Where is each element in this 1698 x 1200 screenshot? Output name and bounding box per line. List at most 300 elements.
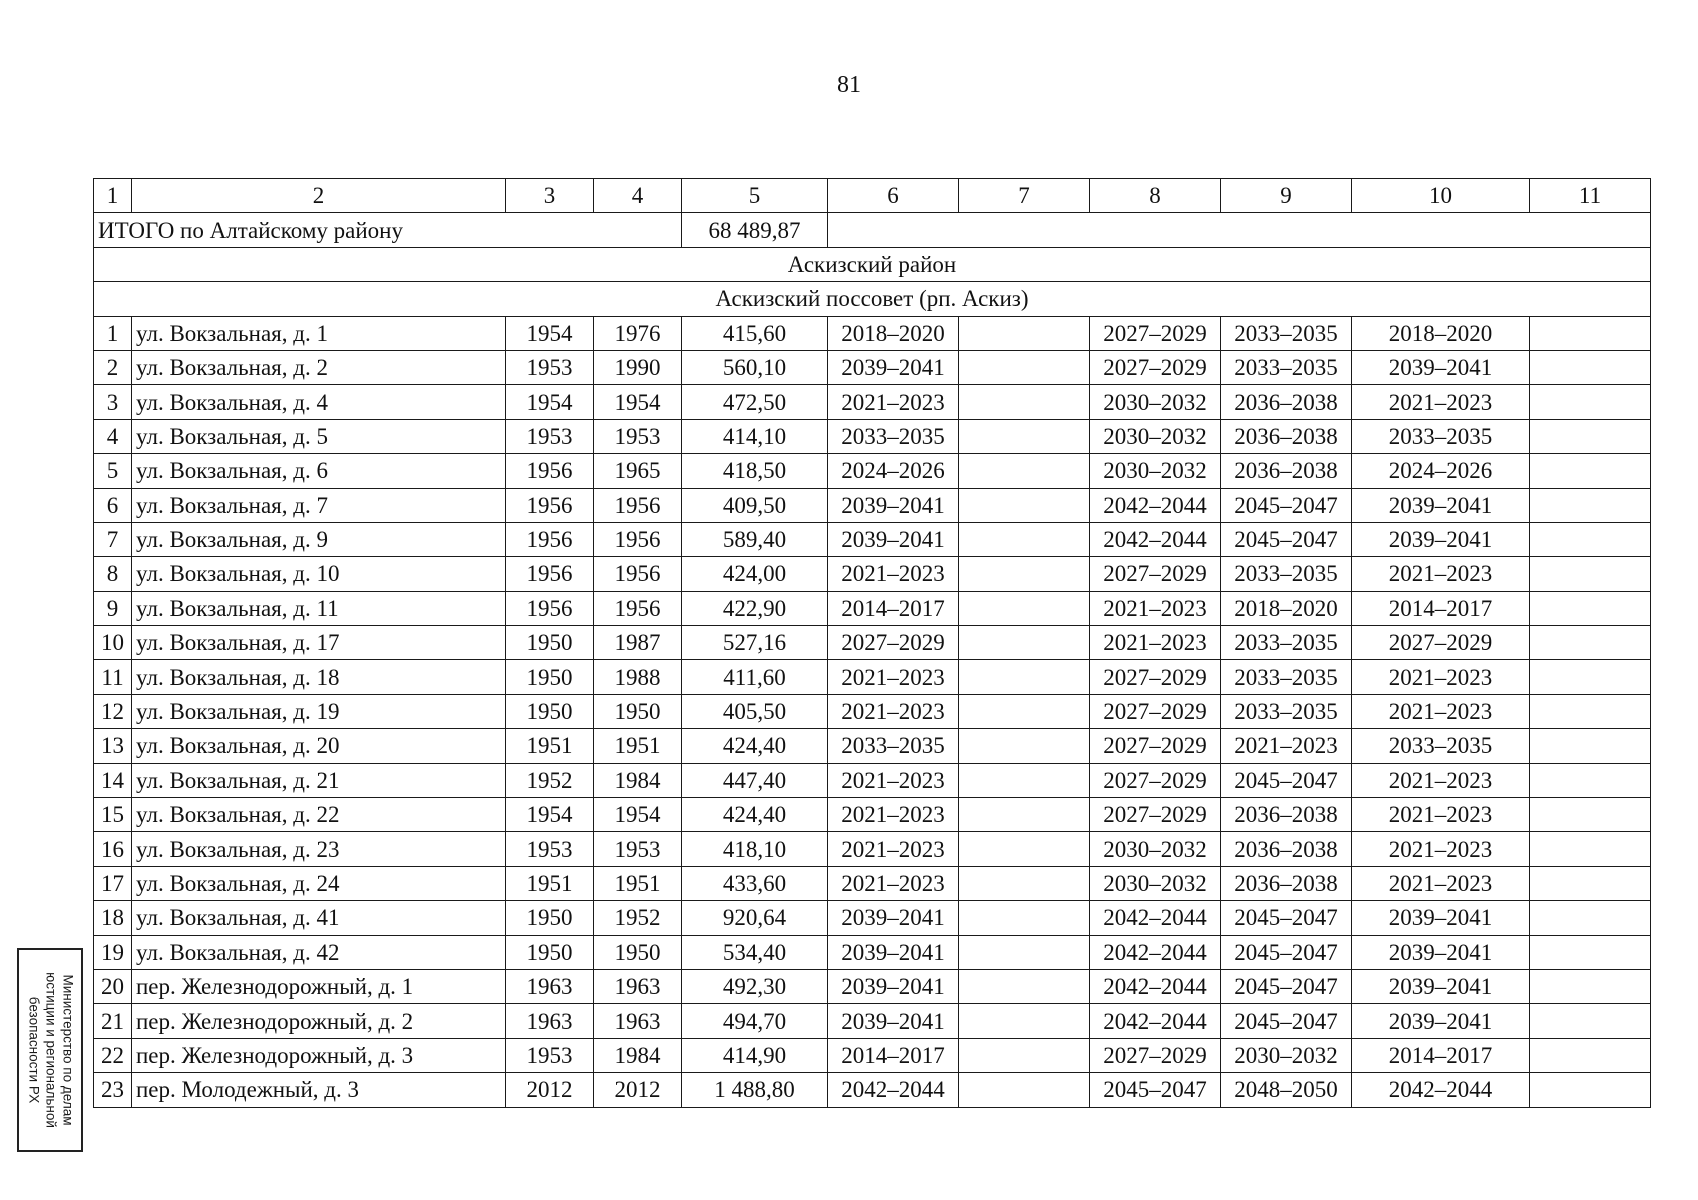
table-row — [94, 454, 1651, 488]
period-cell-col8: 2030–2032 — [1090, 385, 1221, 419]
period-cell-col7 — [959, 1038, 1090, 1072]
column-number-header: 6 — [828, 179, 959, 213]
period-cell-col9: 2045–2047 — [1221, 969, 1352, 1003]
table-row — [94, 798, 1651, 832]
address-cell: пер. Железнодорожный, д. 3 — [132, 1038, 506, 1072]
address-cell: ул. Вокзальная, д. 24 — [132, 866, 506, 900]
address-cell: пер. Железнодорожный, д. 1 — [132, 969, 506, 1003]
row-number: 17 — [94, 866, 132, 900]
period-cell-col6: 2039–2041 — [828, 901, 959, 935]
table-row — [94, 557, 1651, 591]
year-commissioned-cell: 1956 — [594, 522, 682, 556]
period-cell-col10: 2021–2023 — [1352, 798, 1530, 832]
period-cell-col9: 2036–2038 — [1221, 832, 1352, 866]
stamp-line: юстиции и региональной — [43, 972, 59, 1128]
area-cell: 433,60 — [682, 866, 828, 900]
period-cell-col9: 2036–2038 — [1221, 866, 1352, 900]
period-cell-col10: 2039–2041 — [1352, 350, 1530, 384]
period-cell-col11 — [1530, 350, 1651, 384]
period-cell-col8: 2042–2044 — [1090, 969, 1221, 1003]
year-commissioned-cell: 1963 — [594, 1004, 682, 1038]
period-cell-col8: 2027–2029 — [1090, 660, 1221, 694]
period-cell-col10: 2014–2017 — [1352, 1038, 1530, 1072]
period-cell-col11 — [1530, 763, 1651, 797]
year-built-cell: 1956 — [506, 557, 594, 591]
period-cell-col9: 2045–2047 — [1221, 901, 1352, 935]
header-row — [94, 179, 1651, 213]
period-cell-col9: 2030–2032 — [1221, 1038, 1352, 1072]
period-cell-col6: 2014–2017 — [828, 1038, 959, 1072]
period-cell-col11 — [1530, 316, 1651, 350]
year-built-cell: 1956 — [506, 591, 594, 625]
year-commissioned-cell: 1956 — [594, 488, 682, 522]
year-commissioned-cell: 1988 — [594, 660, 682, 694]
area-cell: 494,70 — [682, 1004, 828, 1038]
period-cell-col6: 2027–2029 — [828, 626, 959, 660]
period-cell-col11 — [1530, 454, 1651, 488]
year-built-cell: 2012 — [506, 1073, 594, 1107]
period-cell-col6: 2033–2035 — [828, 419, 959, 453]
address-cell: ул. Вокзальная, д. 2 — [132, 350, 506, 384]
period-cell-col8: 2042–2044 — [1090, 935, 1221, 969]
row-number: 14 — [94, 763, 132, 797]
table-row — [94, 419, 1651, 453]
period-cell-col11 — [1530, 1038, 1651, 1072]
address-cell: ул. Вокзальная, д. 6 — [132, 454, 506, 488]
address-cell: ул. Вокзальная, д. 11 — [132, 591, 506, 625]
period-cell-col9: 2045–2047 — [1221, 488, 1352, 522]
period-cell-col6: 2039–2041 — [828, 350, 959, 384]
year-commissioned-cell: 1954 — [594, 385, 682, 419]
period-cell-col7 — [959, 901, 1090, 935]
column-number-header: 9 — [1221, 179, 1352, 213]
area-cell: 560,10 — [682, 350, 828, 384]
row-number: 3 — [94, 385, 132, 419]
period-cell-col7 — [959, 969, 1090, 1003]
period-cell-col8: 2030–2032 — [1090, 832, 1221, 866]
period-cell-col8: 2042–2044 — [1090, 1004, 1221, 1038]
year-built-cell: 1950 — [506, 901, 594, 935]
period-cell-col11 — [1530, 729, 1651, 763]
period-cell-col6: 2039–2041 — [828, 522, 959, 556]
period-cell-col11 — [1530, 557, 1651, 591]
year-built-cell: 1963 — [506, 969, 594, 1003]
table-row — [94, 385, 1651, 419]
period-cell-col11 — [1530, 866, 1651, 900]
year-commissioned-cell: 1963 — [594, 969, 682, 1003]
total-empty-cell — [828, 213, 1651, 247]
period-cell-col9: 2036–2038 — [1221, 385, 1352, 419]
period-cell-col6: 2021–2023 — [828, 660, 959, 694]
period-cell-col8: 2027–2029 — [1090, 694, 1221, 728]
period-cell-col7 — [959, 385, 1090, 419]
district-heading: Аскизский район — [94, 247, 1651, 281]
year-commissioned-cell: 1952 — [594, 901, 682, 935]
year-built-cell: 1950 — [506, 660, 594, 694]
column-number-header: 11 — [1530, 179, 1651, 213]
table-row — [94, 660, 1651, 694]
period-cell-col8: 2027–2029 — [1090, 798, 1221, 832]
row-number: 20 — [94, 969, 132, 1003]
period-cell-col9: 2045–2047 — [1221, 1004, 1352, 1038]
column-number-header: 10 — [1352, 179, 1530, 213]
row-number: 22 — [94, 1038, 132, 1072]
period-cell-col6: 2021–2023 — [828, 798, 959, 832]
year-built-cell: 1951 — [506, 729, 594, 763]
period-cell-col7 — [959, 488, 1090, 522]
period-cell-col10: 2033–2035 — [1352, 419, 1530, 453]
address-cell: ул. Вокзальная, д. 18 — [132, 660, 506, 694]
area-cell: 414,10 — [682, 419, 828, 453]
row-number: 23 — [94, 1073, 132, 1107]
period-cell-col6: 2018–2020 — [828, 316, 959, 350]
table-row — [94, 350, 1651, 384]
table-row — [94, 488, 1651, 522]
address-cell: ул. Вокзальная, д. 9 — [132, 522, 506, 556]
period-cell-col11 — [1530, 1004, 1651, 1038]
period-cell-col9: 2018–2020 — [1221, 591, 1352, 625]
table-row — [94, 316, 1651, 350]
year-commissioned-cell: 1990 — [594, 350, 682, 384]
address-cell: пер. Молодежный, д. 3 — [132, 1073, 506, 1107]
area-cell: 920,64 — [682, 901, 828, 935]
period-cell-col10: 2042–2044 — [1352, 1073, 1530, 1107]
table-row — [94, 901, 1651, 935]
period-cell-col8: 2030–2032 — [1090, 419, 1221, 453]
period-cell-col10: 2021–2023 — [1352, 385, 1530, 419]
row-number: 21 — [94, 1004, 132, 1038]
address-cell: пер. Железнодорожный, д. 2 — [132, 1004, 506, 1038]
period-cell-col10: 2021–2023 — [1352, 660, 1530, 694]
year-commissioned-cell: 1984 — [594, 1038, 682, 1072]
address-cell: ул. Вокзальная, д. 10 — [132, 557, 506, 591]
period-cell-col11 — [1530, 385, 1651, 419]
period-cell-col6: 2014–2017 — [828, 591, 959, 625]
address-cell: ул. Вокзальная, д. 41 — [132, 901, 506, 935]
column-number-header: 1 — [94, 179, 132, 213]
column-number-header: 2 — [132, 179, 506, 213]
stamp-line: Министерство по делам — [60, 974, 76, 1126]
period-cell-col7 — [959, 832, 1090, 866]
period-cell-col8: 2045–2047 — [1090, 1073, 1221, 1107]
period-cell-col6: 2021–2023 — [828, 832, 959, 866]
row-number: 2 — [94, 350, 132, 384]
row-number: 11 — [94, 660, 132, 694]
column-number-header: 4 — [594, 179, 682, 213]
period-cell-col10: 2039–2041 — [1352, 901, 1530, 935]
area-cell: 424,40 — [682, 798, 828, 832]
year-commissioned-cell: 1950 — [594, 935, 682, 969]
settlement-row — [94, 282, 1651, 316]
period-cell-col10: 2021–2023 — [1352, 866, 1530, 900]
row-number: 19 — [94, 935, 132, 969]
address-cell: ул. Вокзальная, д. 5 — [132, 419, 506, 453]
period-cell-col9: 2048–2050 — [1221, 1073, 1352, 1107]
period-cell-col11 — [1530, 935, 1651, 969]
table-body — [94, 179, 1651, 1108]
period-cell-col6: 2039–2041 — [828, 969, 959, 1003]
period-cell-col9: 2036–2038 — [1221, 454, 1352, 488]
period-cell-col8: 2027–2029 — [1090, 729, 1221, 763]
area-cell: 415,60 — [682, 316, 828, 350]
total-row — [94, 213, 1651, 247]
period-cell-col6: 2021–2023 — [828, 557, 959, 591]
period-cell-col10: 2039–2041 — [1352, 969, 1530, 1003]
address-cell: ул. Вокзальная, д. 17 — [132, 626, 506, 660]
period-cell-col8: 2027–2029 — [1090, 1038, 1221, 1072]
year-built-cell: 1956 — [506, 522, 594, 556]
page-number: 81 — [837, 72, 861, 98]
period-cell-col11 — [1530, 626, 1651, 660]
period-cell-col11 — [1530, 798, 1651, 832]
area-cell: 418,50 — [682, 454, 828, 488]
address-cell: ул. Вокзальная, д. 42 — [132, 935, 506, 969]
year-commissioned-cell: 1954 — [594, 798, 682, 832]
row-number: 16 — [94, 832, 132, 866]
period-cell-col7 — [959, 454, 1090, 488]
period-cell-col11 — [1530, 969, 1651, 1003]
period-cell-col7 — [959, 350, 1090, 384]
period-cell-col7 — [959, 866, 1090, 900]
row-number: 18 — [94, 901, 132, 935]
period-cell-col8: 2027–2029 — [1090, 350, 1221, 384]
area-cell: 589,40 — [682, 522, 828, 556]
row-number: 5 — [94, 454, 132, 488]
year-built-cell: 1954 — [506, 385, 594, 419]
period-cell-col7 — [959, 660, 1090, 694]
period-cell-col6: 2021–2023 — [828, 866, 959, 900]
period-cell-col10: 2021–2023 — [1352, 694, 1530, 728]
period-cell-col10: 2018–2020 — [1352, 316, 1530, 350]
table-row — [94, 729, 1651, 763]
settlement-heading: Аскизский поссовет (рп. Аскиз) — [94, 282, 1651, 316]
period-cell-col7 — [959, 1073, 1090, 1107]
area-cell: 405,50 — [682, 694, 828, 728]
period-cell-col8: 2042–2044 — [1090, 901, 1221, 935]
table-row — [94, 1073, 1651, 1107]
period-cell-col10: 2033–2035 — [1352, 729, 1530, 763]
column-number-header: 5 — [682, 179, 828, 213]
year-built-cell: 1954 — [506, 798, 594, 832]
period-cell-col8: 2027–2029 — [1090, 316, 1221, 350]
period-cell-col8: 2027–2029 — [1090, 557, 1221, 591]
period-cell-col8: 2042–2044 — [1090, 488, 1221, 522]
area-cell: 534,40 — [682, 935, 828, 969]
year-built-cell: 1963 — [506, 1004, 594, 1038]
address-cell: ул. Вокзальная, д. 22 — [132, 798, 506, 832]
year-built-cell: 1956 — [506, 454, 594, 488]
period-cell-col9: 2021–2023 — [1221, 729, 1352, 763]
area-cell: 472,50 — [682, 385, 828, 419]
table-row — [94, 694, 1651, 728]
area-cell: 492,30 — [682, 969, 828, 1003]
total-label: ИТОГО по Алтайскому району — [94, 213, 682, 247]
year-commissioned-cell: 1965 — [594, 454, 682, 488]
period-cell-col6: 2039–2041 — [828, 488, 959, 522]
year-built-cell: 1950 — [506, 935, 594, 969]
area-cell: 411,60 — [682, 660, 828, 694]
period-cell-col11 — [1530, 832, 1651, 866]
area-cell: 527,16 — [682, 626, 828, 660]
period-cell-col9: 2033–2035 — [1221, 557, 1352, 591]
year-built-cell: 1950 — [506, 626, 594, 660]
total-value: 68 489,87 — [682, 213, 828, 247]
period-cell-col8: 2027–2029 — [1090, 763, 1221, 797]
period-cell-col6: 2024–2026 — [828, 454, 959, 488]
year-commissioned-cell: 1976 — [594, 316, 682, 350]
row-number: 8 — [94, 557, 132, 591]
area-cell: 424,00 — [682, 557, 828, 591]
period-cell-col9: 2045–2047 — [1221, 763, 1352, 797]
period-cell-col6: 2042–2044 — [828, 1073, 959, 1107]
period-cell-col10: 2039–2041 — [1352, 488, 1530, 522]
table-row — [94, 522, 1651, 556]
period-cell-col6: 2039–2041 — [828, 935, 959, 969]
address-cell: ул. Вокзальная, д. 19 — [132, 694, 506, 728]
year-commissioned-cell: 2012 — [594, 1073, 682, 1107]
year-commissioned-cell: 1953 — [594, 832, 682, 866]
period-cell-col7 — [959, 316, 1090, 350]
row-number: 4 — [94, 419, 132, 453]
period-cell-col11 — [1530, 522, 1651, 556]
row-number: 1 — [94, 316, 132, 350]
period-cell-col11 — [1530, 901, 1651, 935]
year-built-cell: 1953 — [506, 419, 594, 453]
year-commissioned-cell: 1950 — [594, 694, 682, 728]
period-cell-col9: 2036–2038 — [1221, 798, 1352, 832]
period-cell-col9: 2033–2035 — [1221, 350, 1352, 384]
period-cell-col8: 2030–2032 — [1090, 866, 1221, 900]
period-cell-col6: 2021–2023 — [828, 763, 959, 797]
row-number: 6 — [94, 488, 132, 522]
period-cell-col10: 2021–2023 — [1352, 557, 1530, 591]
row-number: 7 — [94, 522, 132, 556]
table-row — [94, 591, 1651, 625]
area-cell: 424,40 — [682, 729, 828, 763]
year-built-cell: 1953 — [506, 832, 594, 866]
address-cell: ул. Вокзальная, д. 1 — [132, 316, 506, 350]
period-cell-col6: 2021–2023 — [828, 694, 959, 728]
period-cell-col7 — [959, 763, 1090, 797]
period-cell-col9: 2033–2035 — [1221, 694, 1352, 728]
period-cell-col10: 2039–2041 — [1352, 1004, 1530, 1038]
year-built-cell: 1951 — [506, 866, 594, 900]
year-built-cell: 1952 — [506, 763, 594, 797]
stamp-text — [25, 952, 76, 1148]
period-cell-col7 — [959, 1004, 1090, 1038]
period-cell-col7 — [959, 798, 1090, 832]
year-built-cell: 1950 — [506, 694, 594, 728]
area-cell: 447,40 — [682, 763, 828, 797]
period-cell-col6: 2033–2035 — [828, 729, 959, 763]
address-cell: ул. Вокзальная, д. 4 — [132, 385, 506, 419]
year-commissioned-cell: 1953 — [594, 419, 682, 453]
row-number: 12 — [94, 694, 132, 728]
year-built-cell: 1953 — [506, 1038, 594, 1072]
area-cell: 414,90 — [682, 1038, 828, 1072]
ministry-stamp — [17, 948, 83, 1152]
period-cell-col6: 2039–2041 — [828, 1004, 959, 1038]
period-cell-col7 — [959, 591, 1090, 625]
table-row — [94, 1038, 1651, 1072]
table-row — [94, 866, 1651, 900]
period-cell-col6: 2021–2023 — [828, 385, 959, 419]
year-commissioned-cell: 1951 — [594, 866, 682, 900]
period-cell-col11 — [1530, 591, 1651, 625]
period-cell-col8: 2030–2032 — [1090, 454, 1221, 488]
period-cell-col10: 2014–2017 — [1352, 591, 1530, 625]
year-built-cell: 1956 — [506, 488, 594, 522]
period-cell-col9: 2033–2035 — [1221, 660, 1352, 694]
period-cell-col9: 2033–2035 — [1221, 626, 1352, 660]
address-cell: ул. Вокзальная, д. 7 — [132, 488, 506, 522]
year-commissioned-cell: 1987 — [594, 626, 682, 660]
table-row — [94, 969, 1651, 1003]
period-cell-col11 — [1530, 488, 1651, 522]
period-cell-col10: 2021–2023 — [1352, 763, 1530, 797]
period-cell-col11 — [1530, 660, 1651, 694]
address-cell: ул. Вокзальная, д. 20 — [132, 729, 506, 763]
row-number: 10 — [94, 626, 132, 660]
address-cell: ул. Вокзальная, д. 23 — [132, 832, 506, 866]
period-cell-col9: 2045–2047 — [1221, 935, 1352, 969]
year-built-cell: 1954 — [506, 316, 594, 350]
row-number: 9 — [94, 591, 132, 625]
area-cell: 422,90 — [682, 591, 828, 625]
period-cell-col11 — [1530, 1073, 1651, 1107]
period-cell-col10: 2039–2041 — [1352, 522, 1530, 556]
address-cell: ул. Вокзальная, д. 21 — [132, 763, 506, 797]
area-cell: 418,10 — [682, 832, 828, 866]
year-built-cell: 1953 — [506, 350, 594, 384]
column-number-header: 3 — [506, 179, 594, 213]
housing-register-table — [93, 178, 1651, 1108]
period-cell-col9: 2036–2038 — [1221, 419, 1352, 453]
period-cell-col10: 2039–2041 — [1352, 935, 1530, 969]
period-cell-col11 — [1530, 694, 1651, 728]
table-row — [94, 935, 1651, 969]
period-cell-col11 — [1530, 419, 1651, 453]
table-row — [94, 832, 1651, 866]
period-cell-col9: 2033–2035 — [1221, 316, 1352, 350]
table-row — [94, 763, 1651, 797]
period-cell-col10: 2027–2029 — [1352, 626, 1530, 660]
period-cell-col7 — [959, 694, 1090, 728]
period-cell-col7 — [959, 729, 1090, 763]
period-cell-col9: 2045–2047 — [1221, 522, 1352, 556]
area-cell: 1 488,80 — [682, 1073, 828, 1107]
period-cell-col7 — [959, 626, 1090, 660]
year-commissioned-cell: 1956 — [594, 557, 682, 591]
period-cell-col8: 2021–2023 — [1090, 626, 1221, 660]
period-cell-col10: 2021–2023 — [1352, 832, 1530, 866]
row-number: 15 — [94, 798, 132, 832]
table-row — [94, 626, 1651, 660]
row-number: 13 — [94, 729, 132, 763]
period-cell-col7 — [959, 557, 1090, 591]
year-commissioned-cell: 1956 — [594, 591, 682, 625]
column-number-header: 7 — [959, 179, 1090, 213]
period-cell-col7 — [959, 522, 1090, 556]
period-cell-col8: 2042–2044 — [1090, 522, 1221, 556]
period-cell-col8: 2021–2023 — [1090, 591, 1221, 625]
stamp-line: безопасности РХ — [26, 996, 42, 1104]
district-row — [94, 247, 1651, 281]
year-commissioned-cell: 1984 — [594, 763, 682, 797]
year-commissioned-cell: 1951 — [594, 729, 682, 763]
column-number-header: 8 — [1090, 179, 1221, 213]
period-cell-col7 — [959, 935, 1090, 969]
